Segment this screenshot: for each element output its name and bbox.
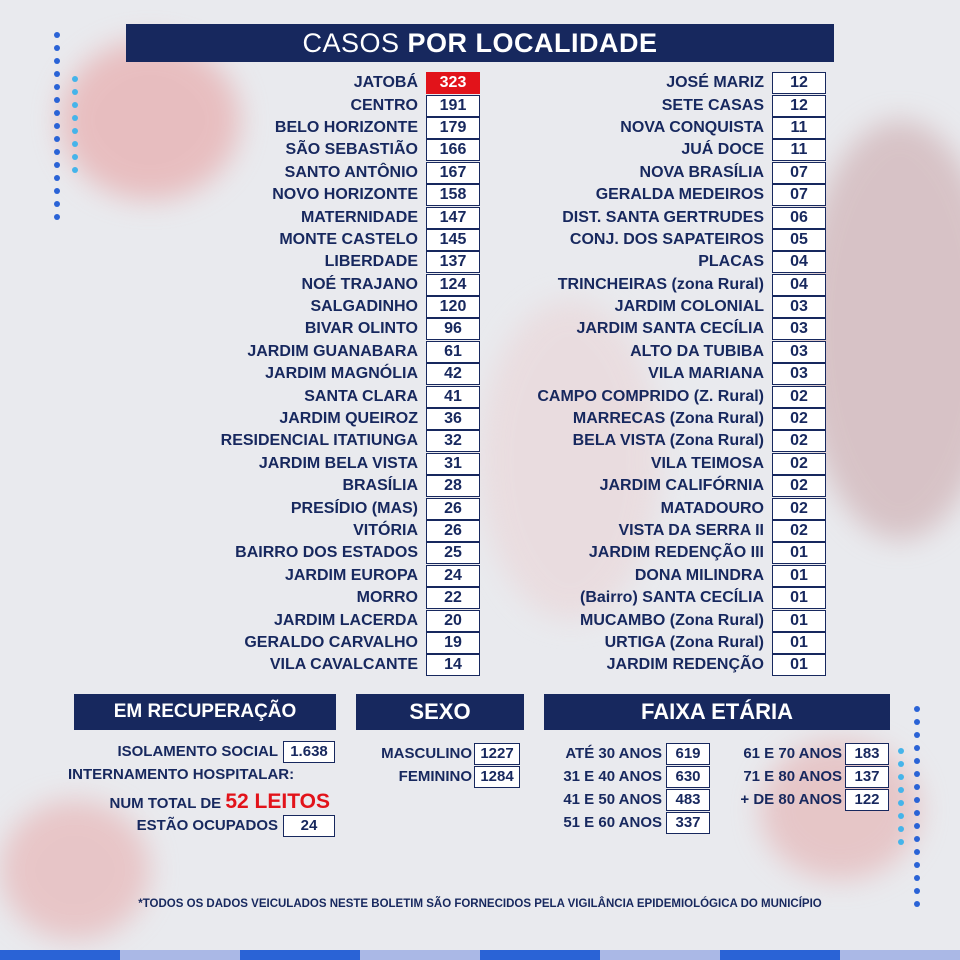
faixa-etaria-header: FAIXA ETÁRIA	[544, 694, 890, 730]
right-locality-column	[440, 72, 826, 677]
recuperacao-header: EM RECUPERAÇÃO	[74, 694, 336, 730]
decorative-dots-right	[914, 706, 920, 907]
locality-count: 42	[426, 363, 480, 385]
locality-name: (Bairro) SANTA CECÍLIA	[580, 589, 764, 607]
locality-count: 28	[426, 475, 480, 497]
sexo-header: SEXO	[356, 694, 524, 730]
locality-name: MUCAMBO (Zona Rural)	[580, 611, 764, 629]
locality-row	[440, 206, 826, 228]
bottom-stripe	[0, 950, 960, 960]
locality-count: 32	[426, 430, 480, 452]
decorative-dots-left-inner	[72, 76, 78, 173]
locality-row	[440, 229, 826, 251]
age-range-label: 51 E 60 ANOS	[563, 814, 662, 831]
locality-row	[440, 609, 826, 631]
locality-name: SANTA CLARA	[304, 387, 418, 405]
locality-row	[120, 609, 480, 631]
locality-count: 167	[426, 162, 480, 184]
locality-count: 11	[772, 117, 826, 139]
locality-row	[120, 274, 480, 296]
locality-name: SÃO SEBASTIÃO	[285, 141, 418, 159]
locality-count: 96	[426, 318, 480, 340]
locality-count: 02	[772, 408, 826, 430]
locality-name: JARDIM QUEIROZ	[279, 410, 418, 428]
locality-name: JATOBÁ	[353, 74, 418, 92]
locality-row	[120, 654, 480, 676]
locality-count: 20	[426, 610, 480, 632]
locality-row	[440, 363, 826, 385]
age-range-label: 71 E 80 ANOS	[743, 768, 842, 785]
locality-count: 31	[426, 453, 480, 475]
locality-count: 191	[426, 95, 480, 117]
masculino-label: MASCULINO	[381, 745, 472, 762]
locality-count: 04	[772, 274, 826, 296]
locality-name: JARDIM EUROPA	[284, 566, 418, 584]
locality-row	[440, 430, 826, 452]
locality-count: 02	[772, 430, 826, 452]
locality-count: 03	[772, 318, 826, 340]
locality-name: BAIRRO DOS ESTADOS	[235, 544, 418, 562]
locality-count: 01	[772, 632, 826, 654]
locality-count: 03	[772, 363, 826, 385]
locality-count: 137	[426, 251, 480, 273]
locality-row	[120, 206, 480, 228]
age-range-count: 619	[666, 743, 710, 765]
locality-count: 01	[772, 654, 826, 676]
internamento-label: INTERNAMENTO HOSPITALAR:	[68, 766, 295, 783]
locality-row	[440, 341, 826, 363]
locality-name: BELA VISTA (Zona Rural)	[572, 432, 764, 450]
locality-count: 166	[426, 139, 480, 161]
locality-row	[120, 542, 480, 564]
locality-row	[440, 72, 826, 94]
locality-name: CONJ. DOS SAPATEIROS	[569, 230, 764, 248]
locality-count: 04	[772, 251, 826, 273]
locality-name: SETE CASAS	[661, 96, 764, 114]
locality-name: JARDIM REDENÇÃO	[606, 656, 764, 674]
locality-name: JARDIM COLONIAL	[614, 298, 764, 316]
locality-name: JARDIM SANTA CECÍLIA	[576, 320, 764, 338]
locality-name: CAMPO COMPRIDO (Z. Rural)	[537, 387, 764, 405]
age-range-count: 122	[845, 789, 889, 811]
locality-name: SANTO ANTÔNIO	[284, 163, 418, 181]
locality-row	[440, 408, 826, 430]
locality-name: NOVO HORIZONTE	[272, 186, 418, 204]
locality-name: MONTE CASTELO	[279, 230, 418, 248]
locality-row	[120, 587, 480, 609]
locality-row	[120, 318, 480, 340]
locality-name: MATERNIDADE	[300, 208, 418, 226]
locality-name: CENTRO	[350, 96, 418, 114]
locality-row	[120, 341, 480, 363]
locality-name: JARDIM LACERDA	[274, 611, 418, 629]
locality-name: JOSÉ MARIZ	[666, 74, 764, 92]
locality-count: 02	[772, 520, 826, 542]
locality-row	[440, 587, 826, 609]
locality-count: 03	[772, 341, 826, 363]
age-range-count: 137	[845, 766, 889, 788]
locality-count: 02	[772, 386, 826, 408]
locality-name: ALTO DA TUBIBA	[630, 342, 764, 360]
locality-count: 19	[426, 632, 480, 654]
locality-row	[440, 475, 826, 497]
page-title	[126, 24, 834, 62]
locality-count: 12	[772, 72, 826, 94]
locality-row	[440, 296, 826, 318]
locality-name: PLACAS	[698, 253, 764, 271]
locality-name: VILA MARIANA	[648, 365, 764, 383]
locality-row	[440, 632, 826, 654]
locality-row	[120, 139, 480, 161]
locality-count: 11	[772, 139, 826, 161]
locality-name: VISTA DA SERRA II	[618, 522, 764, 539]
locality-name: TRINCHEIRAS (zona Rural)	[557, 275, 764, 293]
locality-name: JARDIM CALIFÓRNIA	[599, 477, 764, 495]
locality-count: 26	[426, 520, 480, 542]
decorative-dots-left	[54, 32, 60, 220]
locality-count: 02	[772, 453, 826, 475]
age-range-count: 630	[666, 766, 710, 788]
locality-name: MATADOURO	[660, 499, 764, 517]
locality-name: GERALDA MEDEIROS	[595, 186, 764, 204]
locality-row	[120, 117, 480, 139]
locality-name: URTIGA (Zona Rural)	[604, 633, 764, 651]
locality-row	[440, 542, 826, 564]
locality-count: 01	[772, 587, 826, 609]
age-range-label: 61 E 70 ANOS	[743, 745, 842, 762]
locality-name: MORRO	[356, 589, 418, 607]
title-bold: POR LOCALIDADE	[407, 28, 658, 58]
locality-count: 25	[426, 542, 480, 564]
title-light: CASOS	[302, 28, 400, 58]
locality-row	[440, 94, 826, 116]
decorative-dots-right-inner	[898, 748, 904, 845]
locality-count: 22	[426, 587, 480, 609]
locality-count: 03	[772, 296, 826, 318]
locality-count: 05	[772, 229, 826, 251]
locality-count: 01	[772, 565, 826, 587]
locality-row	[120, 430, 480, 452]
locality-row	[120, 520, 480, 542]
locality-row	[440, 184, 826, 206]
locality-row	[120, 565, 480, 587]
locality-row	[120, 229, 480, 251]
isolamento-label: ISOLAMENTO SOCIAL	[117, 743, 278, 760]
num-total-row	[110, 790, 331, 814]
locality-name: VILA CAVALCANTE	[269, 656, 418, 674]
locality-row	[440, 497, 826, 519]
ocupados-label: ESTÃO OCUPADOS	[136, 817, 278, 834]
locality-count: 158	[426, 184, 480, 206]
locality-name: JARDIM MAGNÓLIA	[265, 365, 418, 383]
footnote: *TODOS OS DADOS VEICULADOS NESTE BOLETIM SÃO FORNECIDOS PELA VIGILÂNCIA EPIDEMIOLÓGICA DO MUNICÍPIO	[138, 898, 822, 910]
locality-row	[120, 453, 480, 475]
age-range-label: + DE 80 ANOS	[740, 791, 842, 808]
locality-row	[440, 117, 826, 139]
locality-count: 124	[426, 274, 480, 296]
locality-name: PRESÍDIO (MAS)	[290, 499, 418, 517]
locality-name: SALGADINHO	[310, 298, 418, 316]
left-locality-column	[120, 72, 480, 677]
locality-name: VITÓRIA	[353, 522, 418, 539]
locality-count: 26	[426, 498, 480, 520]
locality-count: 12	[772, 95, 826, 117]
locality-row	[120, 184, 480, 206]
locality-name: NOÉ TRAJANO	[301, 275, 418, 293]
locality-row	[120, 251, 480, 273]
age-range-count: 337	[666, 812, 710, 834]
locality-count: 61	[426, 341, 480, 363]
locality-row	[120, 497, 480, 519]
locality-count: 07	[772, 184, 826, 206]
locality-count: 323	[426, 72, 480, 94]
locality-name: JARDIM REDENÇÃO III	[588, 544, 764, 562]
locality-name: JARDIM GUANABARA	[247, 342, 418, 360]
locality-count: 06	[772, 207, 826, 229]
num-total-label: NUM TOTAL DE	[109, 795, 222, 812]
locality-row	[120, 363, 480, 385]
locality-row	[120, 162, 480, 184]
locality-name: MARRECAS (Zona Rural)	[572, 410, 764, 428]
locality-row	[440, 139, 826, 161]
locality-name: DIST. SANTA GERTRUDES	[562, 208, 764, 226]
age-range-label: 31 E 40 ANOS	[563, 768, 662, 785]
locality-name: LIBERDADE	[324, 253, 418, 271]
locality-count: 36	[426, 408, 480, 430]
locality-row	[120, 94, 480, 116]
locality-name: JUÁ DOCE	[681, 141, 764, 159]
locality-row	[120, 72, 480, 94]
locality-name: BRASÍLIA	[342, 477, 418, 495]
age-range-count: 183	[845, 743, 889, 765]
locality-row	[440, 385, 826, 407]
feminino-label: FEMININO	[398, 768, 472, 785]
feminino-value: 1284	[474, 766, 520, 788]
locality-row	[440, 162, 826, 184]
locality-name: JARDIM BELA VISTA	[258, 454, 418, 472]
locality-row	[440, 654, 826, 676]
locality-row	[120, 296, 480, 318]
locality-name: NOVA CONQUISTA	[620, 118, 764, 136]
locality-row	[440, 318, 826, 340]
locality-name: RESIDENCIAL ITATIUNGA	[220, 432, 418, 450]
locality-count: 02	[772, 475, 826, 497]
locality-count: 179	[426, 117, 480, 139]
locality-row	[440, 274, 826, 296]
locality-count: 24	[426, 565, 480, 587]
locality-row	[120, 475, 480, 497]
locality-name: GERALDO CARVALHO	[244, 633, 418, 651]
num-total-value: 52 LEITOS	[225, 790, 330, 813]
locality-count: 41	[426, 386, 480, 408]
locality-name: BELO HORIZONTE	[274, 118, 418, 136]
age-range-label: ATÉ 30 ANOS	[565, 745, 662, 762]
locality-count: 147	[426, 207, 480, 229]
locality-count: 145	[426, 229, 480, 251]
locality-count: 01	[772, 542, 826, 564]
locality-name: NOVA BRASÍLIA	[639, 163, 764, 181]
locality-name: DONA MILINDRA	[634, 566, 764, 584]
locality-count: 14	[426, 654, 480, 676]
locality-name: BIVAR OLINTO	[304, 320, 418, 338]
locality-row	[120, 632, 480, 654]
ocupados-value: 24	[283, 815, 335, 837]
age-range-count: 483	[666, 789, 710, 811]
age-range-label: 41 E 50 ANOS	[563, 791, 662, 808]
locality-row	[440, 453, 826, 475]
locality-count: 120	[426, 296, 480, 318]
locality-row	[440, 520, 826, 542]
locality-count: 02	[772, 498, 826, 520]
locality-row	[120, 385, 480, 407]
virus-blob-bottom-left	[0, 800, 150, 940]
locality-count: 07	[772, 162, 826, 184]
locality-count: 01	[772, 610, 826, 632]
locality-row	[440, 565, 826, 587]
locality-row	[440, 251, 826, 273]
locality-row	[120, 408, 480, 430]
masculino-value: 1227	[474, 743, 520, 765]
isolamento-value: 1.638	[283, 741, 335, 763]
locality-name: VILA TEIMOSA	[650, 454, 764, 472]
